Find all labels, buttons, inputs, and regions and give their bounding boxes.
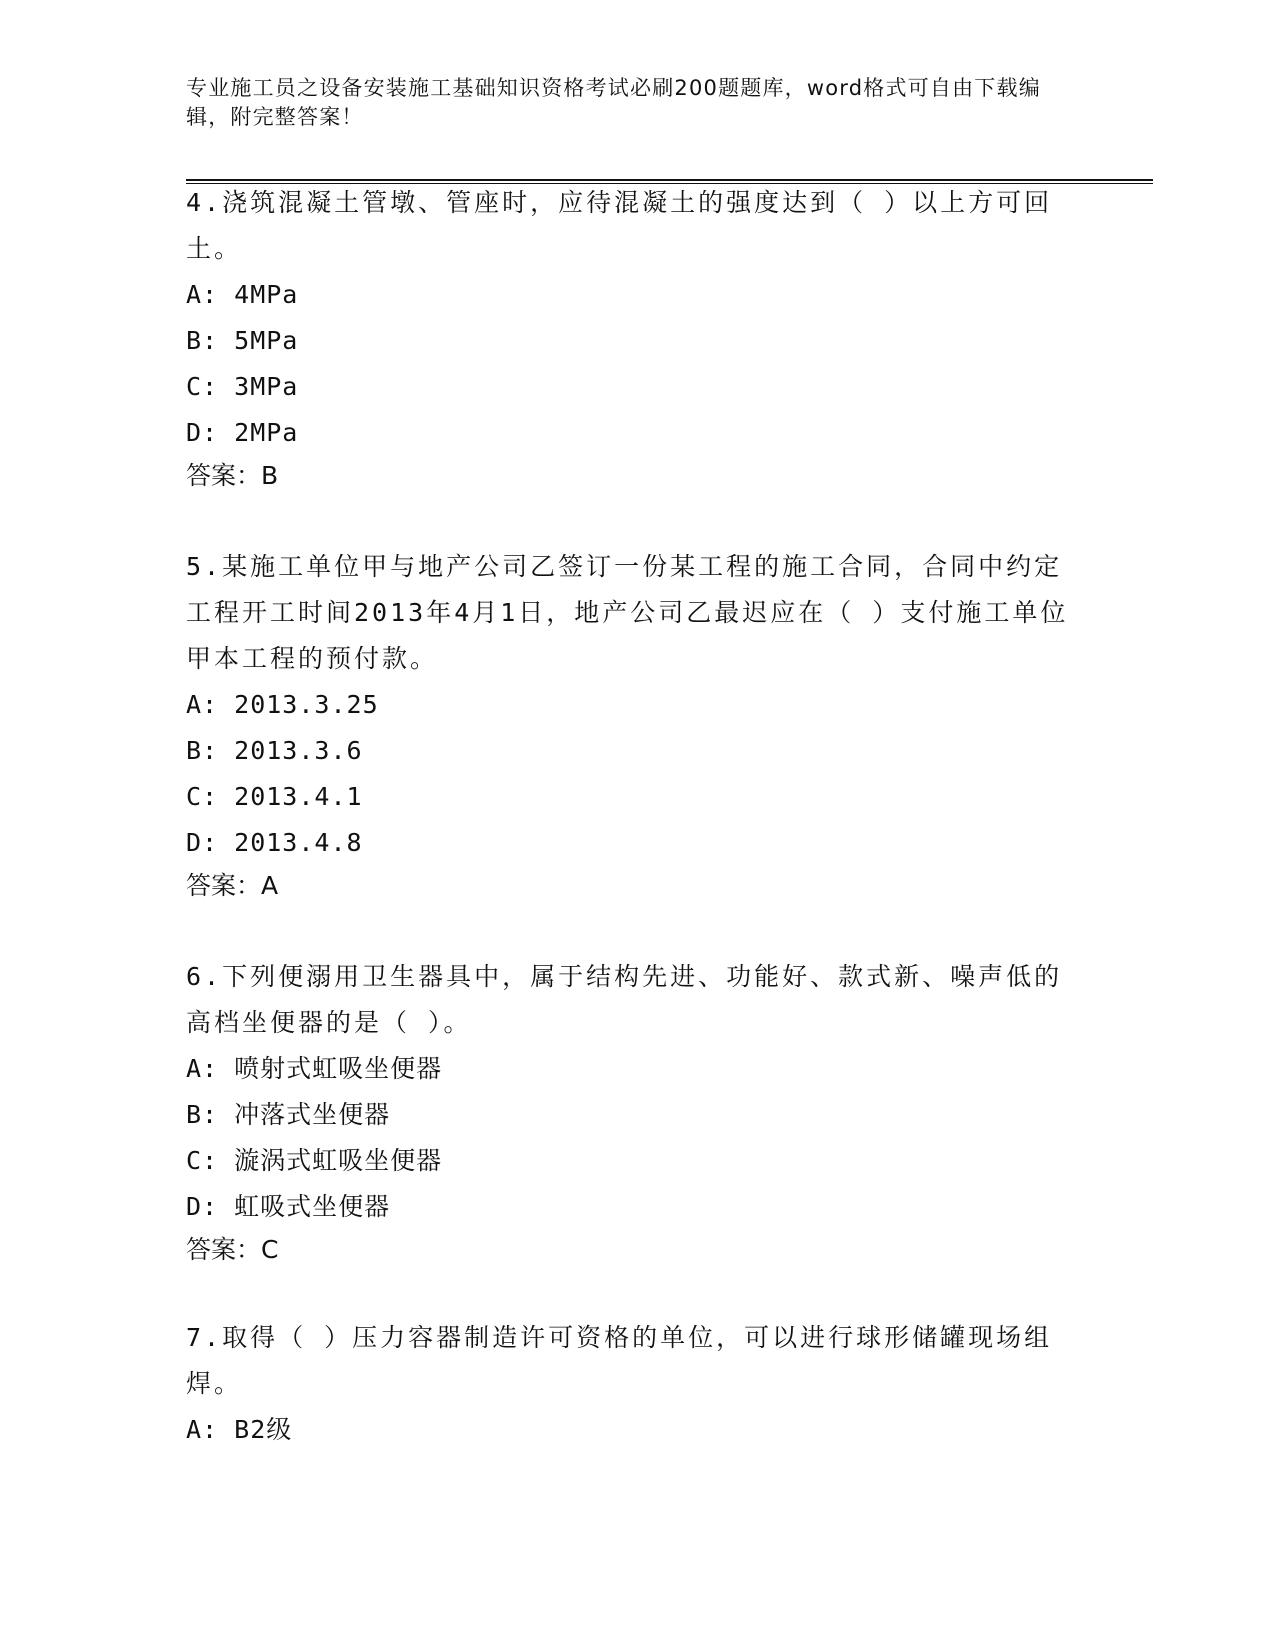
option-b: B: 5MPa [186, 326, 299, 355]
document-header: 专业施工员之设备安装施工基础知识资格考试必刷200题题库，word格式可自由下载编辑，附完整答案！ [186, 76, 1041, 129]
option-a: A: 喷射式虹吸坐便器 [186, 1054, 443, 1083]
question-4 [186, 180, 1086, 496]
question-stem: 6.下列便溺用卫生器具中，属于结构先进、功能好、款式新、噪声低的高档坐便器的是（ ）。 [186, 962, 1063, 1037]
option-b: B: 冲落式坐便器 [186, 1100, 391, 1129]
question-5 [186, 544, 1086, 906]
answer-label: 答案：B [186, 461, 279, 490]
option-d: D: 虹吸式坐便器 [186, 1192, 391, 1221]
option-d: D: 2MPa [186, 418, 299, 447]
question-stem: 7.取得（ ）压力容器制造许可资格的单位，可以进行球形储罐现场组焊。 [186, 1323, 1053, 1398]
question-7 [186, 1315, 1086, 1453]
option-a: A: 2013.3.25 [186, 690, 379, 719]
answer-label: 答案：A [186, 871, 279, 900]
question-stem: 4.浇筑混凝土管墩、管座时，应待混凝土的强度达到（ ）以上方可回土。 [186, 188, 1053, 263]
answer-label: 答案：C [186, 1235, 279, 1264]
option-d: D: 2013.4.8 [186, 828, 363, 857]
option-c: C: 3MPa [186, 372, 299, 401]
question-stem: 5.某施工单位甲与地产公司乙签订一份某工程的施工合同，合同中约定工程开工时间2013年4月1日，地产公司乙最迟应在（ ）支付施工单位甲本工程的预付款。 [186, 552, 1069, 673]
option-a: A: 4MPa [186, 280, 299, 309]
option-a: A: B2级 [186, 1415, 293, 1444]
option-b: B: 2013.3.6 [186, 736, 363, 765]
option-c: C: 漩涡式虹吸坐便器 [186, 1146, 443, 1175]
question-6 [186, 954, 1086, 1270]
option-c: C: 2013.4.1 [186, 782, 363, 811]
